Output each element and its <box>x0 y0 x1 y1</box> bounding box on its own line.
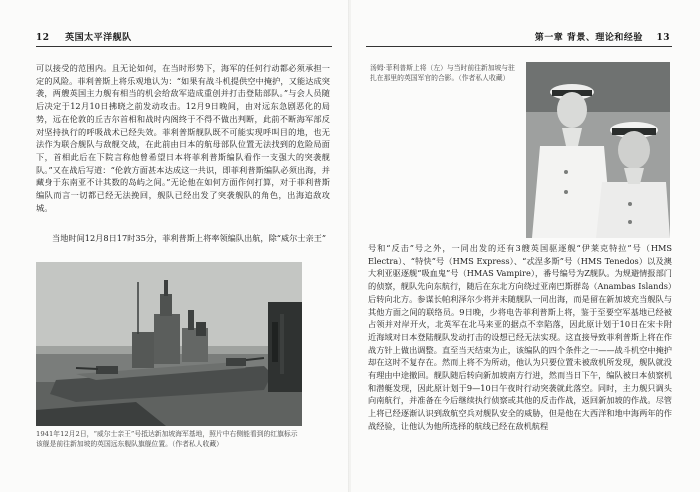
officers-image <box>526 62 670 238</box>
right-body-text <box>368 242 672 433</box>
left-paragraph-2: 当地时间12月8日17时35分，菲利普斯上将率领编队出航，除“威尔士亲王” <box>52 233 327 243</box>
right-paragraph: 号和“反击”号之外，一同出发的还有3艘英国驱逐舰“伊莱克特拉”号（HMS Electra）、“特快”号（HMS Express）、“忒涅多斯”号（HMS Tenedos）以及澳大利亚驱逐舰“吸血鬼”号（HMAS Vampire），番号编号为Z舰队。为规避情报部门的侦察，舰队先向东航行，随后在东北方向绕过亚南巴斯群岛（Anambas Islands）后转向北方。参谋长帕利泽尔少将并未随舰队一同出海，而是留在新加坡充当舰队与其他方面之间的联络员。9日晚，少将电告菲利普斯上将，鉴于至要空军基地已经被占领并对岸开火，北英军在北马来亚的据点不幸陷落，因此原计划于10日在宋卡附近海域对日本登陆舰队发动打击的设想已经无法实现。这直接导致菲利普斯上将在作战方针上做出调整。直至当天结束为止，该编队的四个条件之一——战斗机空中掩护却在这时不复存在。然而上将不为所动，他认为只要位置未被敌机所发现，舰队就没有理由中途撤回。舰队随后转向新加坡南方行进，然而当日下午，编队被日本侦察机和潜艇发现，因此原计划于9—10日午夜时行动突袭就此落空。同时，主力舰只调头向南航行，并准备在今后继续执行侦察或其他的反击作战，返回新加坡的作战。尽管上将已经逐渐认识到敌航空兵对舰队安全的威胁，但是他在大西洋和地中海两年的作战经验，让他认为他所选择的航线已经在敌机航程 <box>368 243 672 431</box>
battleship-photo-caption: 1941年12月2日，“威尔士亲王”号抵达新加坡海军基地，照片中右侧能看到的红旗标示该舰是前往新加坡的英国远东舰队旗舰位置。（作者私人收藏） <box>36 430 298 448</box>
left-running-head <box>36 30 326 44</box>
right-head-title: 第一章 背景、理论和经验 <box>534 33 643 43</box>
right-header-rule <box>366 46 672 47</box>
left-head-title: 英国太平洋舰队 <box>65 33 132 43</box>
officers-photo-caption: 汤姆·菲利普斯上将（左）与当时前往新加坡与驻扎在那里的英国军官的合影。（作者私人收藏） <box>370 64 515 82</box>
right-page-number: 13 <box>656 33 670 43</box>
right-running-head <box>370 30 670 44</box>
battleship-image <box>36 262 302 426</box>
left-header-rule <box>36 46 332 47</box>
left-paragraph-1: 可以接受的范围内。且无论如何，在当时形势下，海军的任何行动都必须承担一定的风险。菲利普斯上将乐观地认为：“如果有战斗机提供空中掩护，又能达成突袭，两艘英国主力舰有相当的机会给敌军造成重创并打击登陆部队。”与会人员随后决定于12月10日拂晓之前发动攻击。12月9日晚间，由对远东急剧恶化的局势，远在伦敦的丘吉尔首相和战时内阁终于不得不做出判断，此前不断海军部反对坚持执行的呼吸战术已经失效。菲利普斯舰队既不可能实现呼叫目的地，也无法作为联合舰队与敌舰交战，在此前由日本的航母部队位置无法找到的危险局面下，首相此后在下院言称他曾希望日本将菲利普斯编队看作一支强大的突袭舰队。”又在战后写道：“伦敦方面甚本达成这一共识，即菲利普斯编队必须出海，并藏身于东南亚不计其数的岛屿之间。”无论他在如何方面作何打算，对于菲利普斯编队而言一切都已经无法挽回，舰队已经出发了突袭舰队的角色，出海追敌攻城。 <box>36 63 330 213</box>
left-page-number: 12 <box>36 33 50 43</box>
left-body-text <box>36 62 330 214</box>
left-body-text-2 <box>36 232 334 245</box>
officers-photo <box>526 62 670 238</box>
battleship-photo <box>36 262 302 426</box>
